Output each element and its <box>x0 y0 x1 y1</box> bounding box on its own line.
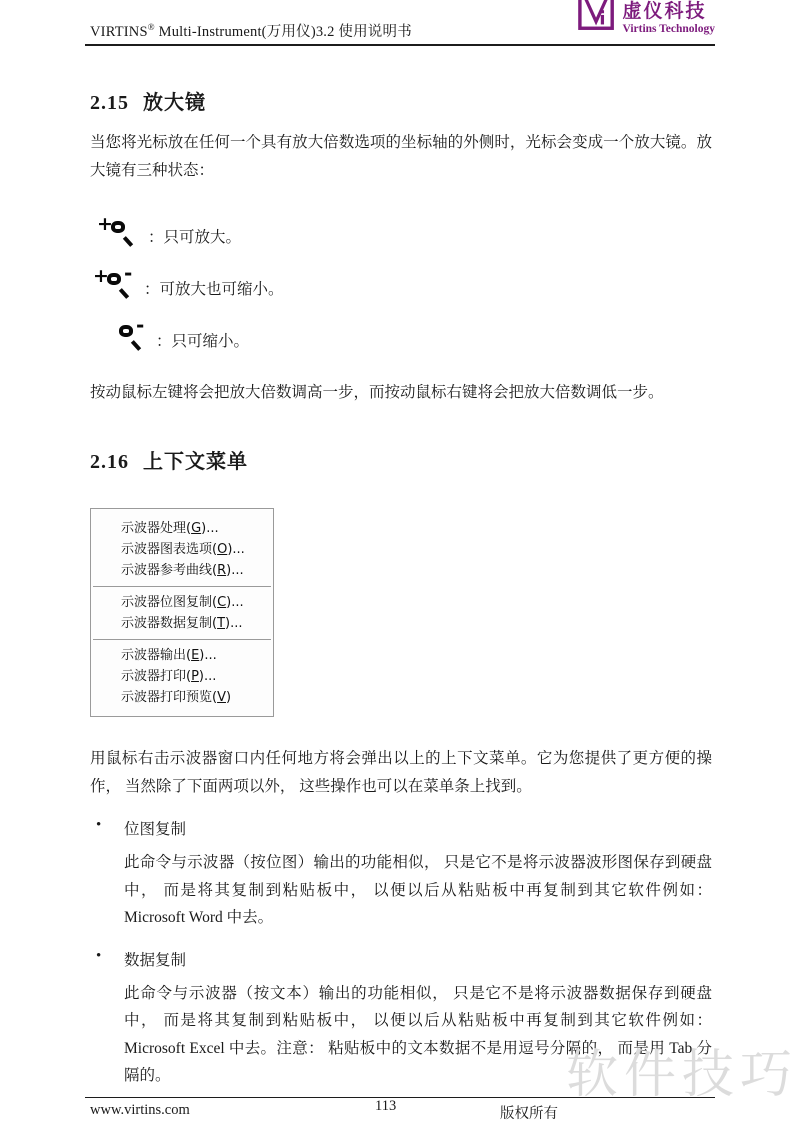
bullet-copy-data-body: 此命令与示波器（按文本）输出的功能相似， 只是它不是将示波器数据保存到硬盘中， 而是将其复制到粘贴板中， 以便以后从粘贴板中再复制到其它软件例如： Microsoft Excel 中去。注意： 粘贴板中的文本数据不是用逗号分隔的， 而是用 Tab 分隔的。 <box>124 984 712 1084</box>
magnifier-state-zoom-in <box>97 203 712 249</box>
handle-shape <box>131 340 141 351</box>
menu-accelerator: O <box>217 542 228 557</box>
menu-item-text: 示波器打印预览( <box>121 690 218 705</box>
zoom-in-cursor-icon <box>97 213 136 249</box>
watermark-text: 软件技巧 <box>565 1045 798 1105</box>
menu-accelerator: R <box>217 563 227 578</box>
magnifier-note-paragraph: 按动鼠标左键将会把放大倍数调高一步，而按动鼠标右键将会把放大倍数调低一步。 <box>90 384 664 401</box>
menu-item-reference-curve[interactable] <box>91 560 273 581</box>
zoom-out-cursor-icon <box>110 313 145 353</box>
menu-item-text: 示波器数据复制( <box>121 616 218 631</box>
bullet-dot: • <box>96 947 102 964</box>
menu-accelerator: E <box>191 648 200 663</box>
bullet-copy-bitmap <box>90 817 712 839</box>
menu-item-text: 示波器输出( <box>121 648 192 663</box>
oscilloscope-context-menu <box>90 508 274 717</box>
menu-item-text: )... <box>198 669 217 684</box>
virtins-logo-icon <box>578 0 616 34</box>
handle-shape <box>123 236 133 247</box>
virtins-logo-text <box>622 0 715 35</box>
menu-item-copy-data[interactable] <box>91 613 273 634</box>
menu-accelerator: C <box>217 595 227 610</box>
menu-item-text: 示波器参考曲线( <box>121 563 218 578</box>
magnifier-state-zoom-in-out <box>93 255 712 301</box>
registered-mark: ® <box>147 22 155 33</box>
menu-item-text: )... <box>226 563 244 578</box>
menu-item-copy-bitmap[interactable] <box>91 592 273 613</box>
menu-accelerator: V <box>217 690 226 705</box>
section-heading-2-15 <box>90 86 712 115</box>
menu-separator <box>93 639 271 640</box>
menu-item-chart-options[interactable] <box>91 539 273 560</box>
lens-shape <box>119 325 133 337</box>
plus-glyph: + <box>93 265 109 287</box>
menu-item-export[interactable] <box>91 645 273 666</box>
menu-item-processing[interactable] <box>91 518 273 539</box>
menu-item-text: )... <box>225 616 243 631</box>
menu-item-text: ) <box>225 690 232 705</box>
minus-glyph: - <box>136 313 145 337</box>
footer-page-number: 113 <box>375 1098 397 1114</box>
bullet-dot: • <box>96 817 102 833</box>
magnifier-state-label: ：可放大也可缩小。 <box>144 281 284 298</box>
footer-rule <box>85 1097 715 1098</box>
page-header <box>85 0 715 46</box>
menu-item-text: 示波器处理( <box>121 521 192 536</box>
menu-item-text: )... <box>199 648 217 663</box>
menu-item-print-preview[interactable] <box>91 687 273 708</box>
section-heading-2-16 <box>90 445 712 474</box>
logo-brand-english: Virtins Technology <box>622 23 715 35</box>
menu-item-text: 示波器位图复制( <box>121 595 218 610</box>
bullet-title: 数据复制 <box>124 951 187 969</box>
magnifier-state-zoom-out <box>110 307 712 353</box>
context-menu-description: 用鼠标右击示波器窗口内任何地方将会弹出以上的上下文菜单。它为您提供了更方便的操作， 当然除了下面两项以外， 这些操作也可以在菜单条上找到。 <box>90 750 712 795</box>
zoom-in-out-cursor-icon <box>93 261 133 301</box>
menu-item-text: )... <box>227 542 245 557</box>
menu-accelerator: G <box>191 521 202 536</box>
bullet-title: 位图复制 <box>124 821 187 838</box>
virtins-logo <box>578 0 715 35</box>
section-number: 2.15 <box>90 92 129 114</box>
lens-shape <box>107 273 121 285</box>
bullet-copy-bitmap-body: 此命令与示波器（按位图）输出的功能相似， 只是它不是将示波器波形图保存到硬盘中， 而是将其复制到粘贴板中， 以便以后从粘贴板中再复制到其它软件例如： Microsoft Word 中去。 <box>124 854 712 926</box>
magnifier-states-list <box>90 203 712 353</box>
menu-separator <box>93 586 271 587</box>
menu-item-text: )... <box>201 521 219 536</box>
bullet-copy-data <box>90 948 712 970</box>
document-title <box>90 20 412 41</box>
section-title: 上下文菜单 <box>143 451 248 473</box>
lens-shape <box>111 221 125 233</box>
section-title: 放大镜 <box>143 92 206 114</box>
section-number: 2.16 <box>90 451 129 473</box>
footer-website-link[interactable]: www.virtins.com <box>90 1102 190 1118</box>
menu-item-text: 示波器打印( <box>121 669 192 684</box>
page-content <box>90 46 712 1090</box>
footer-copyright: 版权所有 <box>500 1106 558 1122</box>
magnifier-intro-paragraph: 当您将光标放在任何一个具有放大倍数选项的坐标轴的外侧时，光标会变成一个放大镜。放大镜有三种状态： <box>90 134 712 179</box>
minus-glyph: - <box>124 261 133 285</box>
handle-shape <box>119 288 129 299</box>
menu-accelerator: P <box>191 669 199 684</box>
magnifier-state-label: ：只可缩小。 <box>156 333 250 350</box>
menu-item-print[interactable] <box>91 666 273 687</box>
menu-item-text: 示波器图表选项( <box>121 542 218 557</box>
menu-accelerator: T <box>217 616 226 631</box>
magnifier-state-label: ：只可放大。 <box>148 229 242 246</box>
logo-brand-chinese: 虚仪科技 <box>622 0 707 22</box>
document-title-rest: Multi-Instrument(万用仪)3.2 使用说明书 <box>154 24 412 40</box>
menu-item-text: )... <box>226 595 244 610</box>
document-title-brand: VIRTINS <box>90 24 148 40</box>
plus-glyph: + <box>97 213 113 235</box>
